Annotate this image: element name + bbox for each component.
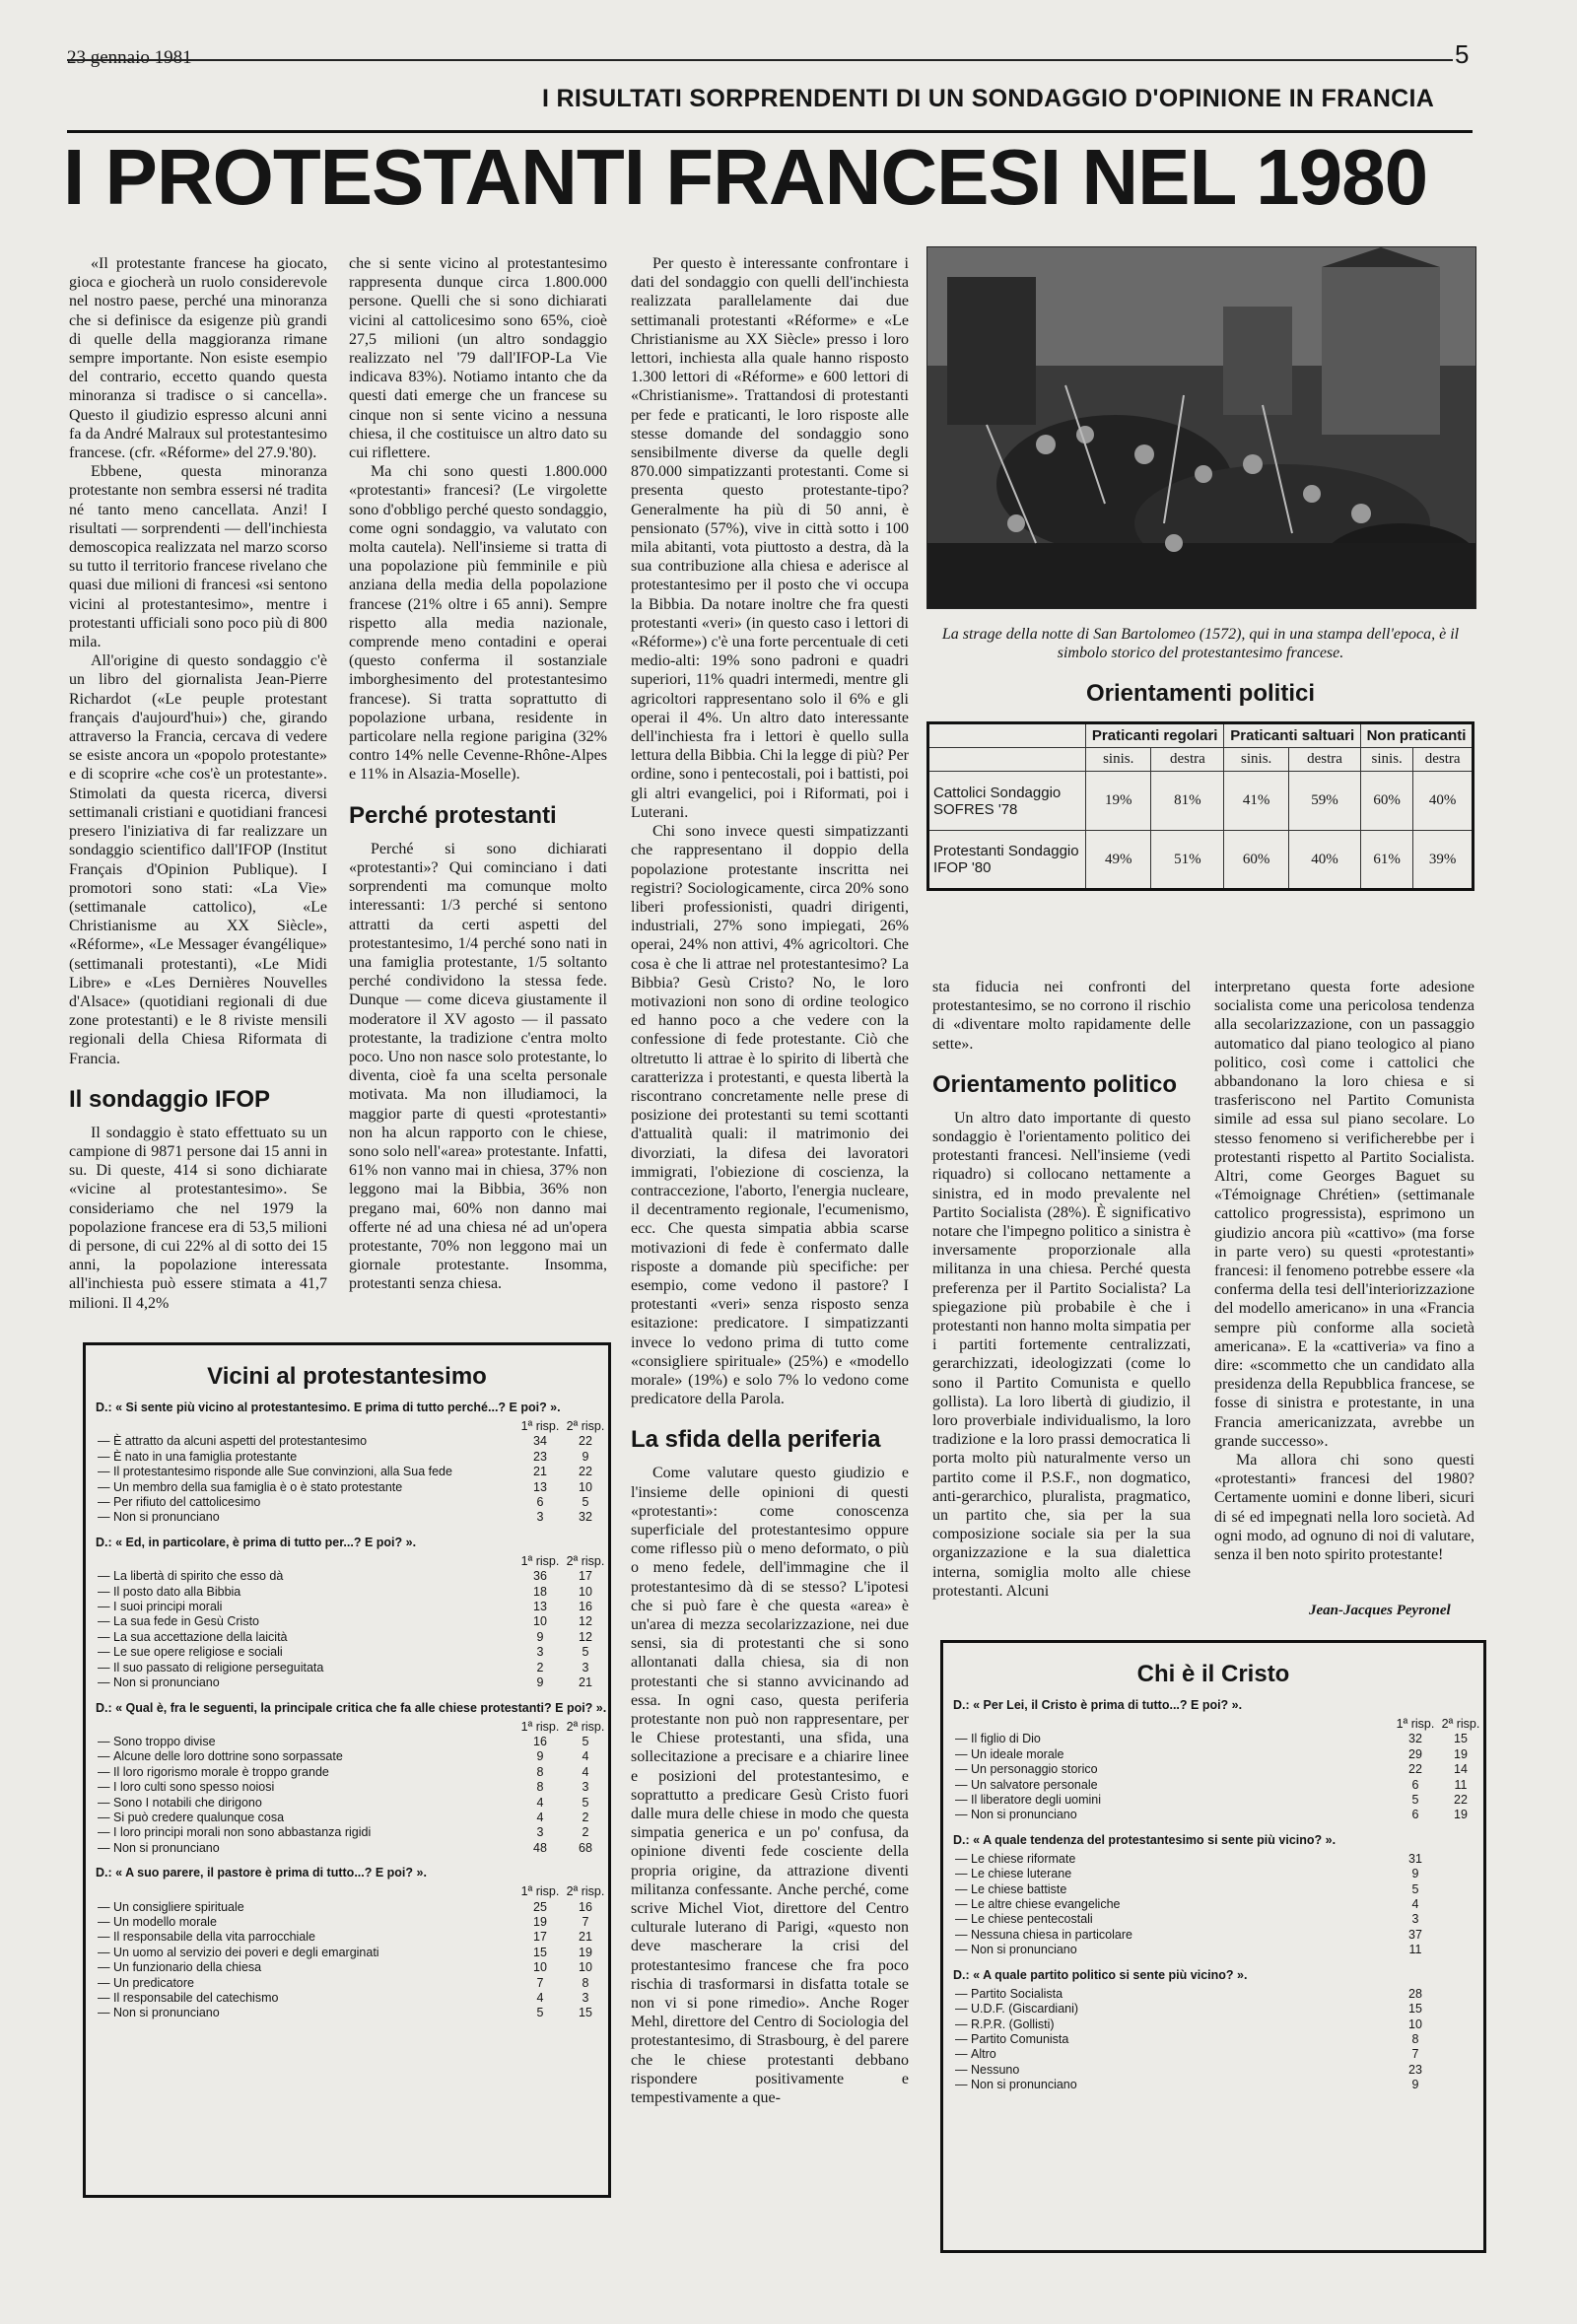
survey-answer-row — [86, 1930, 608, 1945]
answer-value-first: 6 — [536, 1495, 544, 1510]
empty-header-cell — [928, 723, 1086, 748]
survey-answer-row — [943, 1778, 1483, 1793]
table-cell: 40% — [1413, 772, 1474, 831]
table-cell: 19% — [1086, 772, 1151, 831]
answer-value-second: 17 — [579, 1569, 592, 1584]
answer-value-first: 31 — [1408, 1851, 1422, 1866]
paragraph: «Il protestante francese ha giocato, gioca e giocherà un ruolo considerevole nel nostro paese, perché una minoranza che si definisce da esigenze più grandi di quelle della maggioranza rimane sempre importante. Non esiste esempio del contrario, eccetto quando questa minoranza si tradisce o si cancella». Questo il giudizio espresso alcuni anni fa da André Malraux sul protestantesimo francese. (cfr. «Réforme» del 27.9.'80). — [69, 255, 327, 462]
answer-value-first: 3 — [536, 1510, 544, 1525]
answer-value-second — [1438, 2032, 1483, 2047]
survey-answer-row — [943, 1867, 1483, 1881]
survey-answer-row — [943, 1943, 1483, 1957]
survey-question: D.: « Ed, in particolare, è prima di tutto per...? E poi? ». — [96, 1535, 417, 1549]
table-cell: 39% — [1413, 831, 1474, 890]
empty-cell — [928, 748, 1086, 772]
answer-value-first: 17 — [533, 1930, 547, 1945]
answer-value-first: 10 — [533, 1960, 547, 1975]
answer-column-header: 1ª risp. — [520, 1719, 560, 1734]
answer-value-first: 37 — [1408, 1927, 1422, 1942]
author-signature: Jean-Jacques Peyronel — [1309, 1603, 1451, 1618]
answer-label: — Un funzionario della chiesa — [86, 1960, 517, 1975]
paragraph: Il sondaggio è stato effettuato su un campione di 9871 persone dai 15 anni in su. Di queste, 414 si sono dichiarate «vicine al protestantesimo». Se consideriamo che nel 1979 la popolazione francese era di 53,5 milioni di persone, di cui 22% al di sotto dei 15 anni, la popolazione interessata all'inchiesta può essere stimata a 41,7 milioni. Il 4,2% — [69, 1124, 327, 1312]
answer-value-first: 23 — [533, 1449, 547, 1464]
historical-engraving-image — [926, 246, 1476, 609]
survey-answer-row — [943, 2047, 1483, 2062]
answer-label: — Partito Socialista — [943, 1987, 1393, 2002]
answer-value-first: 15 — [533, 1945, 547, 1959]
survey-answer-row — [943, 1897, 1483, 1912]
survey-answer-row — [86, 1976, 608, 1991]
answer-value-second: 5 — [582, 1645, 589, 1660]
survey-answer-row — [86, 1569, 608, 1584]
article-column-2 — [349, 254, 607, 1319]
row-label: Cattolici Sondaggio SOFRES '78 — [928, 772, 1086, 831]
article-column-5 — [1214, 978, 1474, 1599]
answer-label: — Non si pronunciano — [943, 1808, 1393, 1822]
answer-label: — È attratto da alcuni aspetti del protestantesimo — [86, 1434, 517, 1449]
survey-answer-row — [86, 1465, 608, 1479]
answer-value-second: 19 — [1454, 1746, 1468, 1761]
answer-value-first: 4 — [536, 1810, 544, 1824]
answer-value-second — [1438, 1897, 1483, 1912]
answer-value-second: 2 — [582, 1825, 589, 1840]
answer-label: — Le sue opere religiose e sociali — [86, 1645, 517, 1660]
answer-value-second: 16 — [579, 1899, 592, 1914]
answer-label: — Non si pronunciano — [943, 2078, 1393, 2092]
answer-label: — È nato in una famiglia protestante — [86, 1450, 517, 1465]
answer-value-second: 2 — [582, 1810, 589, 1824]
answer-value-second: 8 — [582, 1975, 589, 1990]
paragraph: che si sente vicino al protestantesimo rappresenta dunque circa 1.800.000 persone. Quelli che si sono dichiarati vicini al cattolicesimo sono 65%, cioè 27,5 milioni (un altro sondaggio realizzato nel '79 dall'IFOP-La Vie indicava 83%). Notiamo intanto che da questi dati emerge che un francese su cinque non si sente vicino a nessuna chiesa, il che costituisce un altro dato su cui riflettere. — [349, 255, 607, 462]
survey-answer-row — [943, 1852, 1483, 1867]
answer-value-first: 5 — [1411, 1881, 1419, 1896]
answer-column-header: 1ª risp. — [520, 1553, 560, 1568]
answer-value-first: 5 — [536, 2006, 544, 2020]
survey-answer-row — [943, 1808, 1483, 1822]
answer-label: — Altro — [943, 2047, 1393, 2062]
answer-value-second: 3 — [582, 1780, 589, 1795]
survey-answer-row — [86, 1780, 608, 1795]
survey-answer-row — [943, 2063, 1483, 2078]
answer-column-header: 2ª risp. — [566, 1553, 605, 1568]
header-spacer — [943, 1717, 1393, 1732]
survey-answer-row — [86, 1946, 608, 1960]
answer-label: — Le chiese pentecostali — [943, 1912, 1393, 1927]
survey-answer-row — [86, 1645, 608, 1660]
group-header: Non praticanti — [1361, 723, 1474, 748]
answer-value-second: 68 — [579, 1840, 592, 1855]
answer-label: — Un uomo al servizio dei poveri e degli emarginati — [86, 1946, 517, 1960]
answer-label: — Un predicatore — [86, 1976, 517, 1991]
survey-answer-row — [943, 2002, 1483, 2016]
answer-value-first: 13 — [533, 1479, 547, 1494]
answer-column-header: 2ª risp. — [566, 1419, 605, 1433]
answer-value-first: 18 — [533, 1584, 547, 1599]
answer-column-header: 2ª risp. — [566, 1884, 605, 1899]
answer-label: — Un personaggio storico — [943, 1762, 1393, 1777]
answer-value-first: 28 — [1408, 1986, 1422, 2001]
survey-answer-row — [943, 2017, 1483, 2032]
answer-value-second: 21 — [579, 1675, 592, 1690]
answer-value-first: 15 — [1408, 2002, 1422, 2016]
headline: I PROTESTANTI FRANCESI NEL 1980 — [63, 133, 1428, 221]
answer-label: — R.P.R. (Gollisti) — [943, 2017, 1393, 2032]
answer-label: — Il liberatore degli uomini — [943, 1793, 1393, 1808]
survey-answer-row — [86, 1825, 608, 1840]
sub-header: sinis. — [1224, 748, 1289, 772]
answer-value-second: 22 — [1454, 1793, 1468, 1808]
survey-answer-row — [943, 1928, 1483, 1943]
answer-value-second — [1438, 1882, 1483, 1897]
answer-value-first: 11 — [1408, 1943, 1422, 1957]
answer-value-second: 15 — [1454, 1732, 1468, 1746]
survey-answer-row — [86, 1480, 608, 1495]
survey-answer-row — [86, 1630, 608, 1645]
paragraph: sta fiducia nei confronti del protestantesimo, se no corrono il rischio di «diventare molto rapidamente delle sette». — [932, 979, 1191, 1053]
subheading-ifop: Il sondaggio IFOP — [69, 1085, 270, 1113]
table-cell: 81% — [1151, 772, 1224, 831]
survey-question: D.: « Qual è, fra le seguenti, la principale critica che fa alle chiese protestanti? E poi? ». — [96, 1700, 607, 1715]
answer-value-first: 19 — [533, 1914, 547, 1929]
answer-column-headers — [86, 1554, 608, 1569]
answer-label: — I loro principi morali non sono abbastanza rigidi — [86, 1825, 517, 1840]
answer-value-first: 48 — [533, 1840, 547, 1855]
page-number: 5 — [1455, 39, 1470, 69]
answer-value-second: 14 — [1454, 1762, 1468, 1777]
survey-question: D.: « Si sente più vicino al protestantesimo. E prima di tutto perché...? E poi? ». — [96, 1401, 561, 1414]
paragraph: Un altro dato importante di questo sondaggio è l'orientamento politico dei protestanti francesi. Nell'insieme (vedi riquadro) si collocano nettamente a sinistra, ed in modo prevalente nel Partito Socialista (28%). È significativo notare che l'impegno politico a sinistra è inversamente proporzionale alla militanza in una chiesa. Perché questa preferenza per il Partito Socialista? La spiegazione più probabile è che i protestanti non hanno molta simpatia per i partiti fortemente centralizzati, gerarchizzati, ideologizzati (come lo sono il Partito Comunista e quello gollista). La loro libertà di giudizio, il loro proverbiale individualismo, la loro tradizione e la loro prassi democratica li porta molto più naturalmente verso un partito come il P.S.F., non dogmatico, anti-gerarchico, pluralista, pragmatico, un partito che, sia per la sua composizione sociale sia per la sua organizzazione e la sua dialettica interna, somiglia molto alle chiese protestanti. Alcuni — [932, 1109, 1191, 1600]
answer-label: — I suoi principi morali — [86, 1600, 517, 1614]
answer-label: — Si può credere qualunque cosa — [86, 1811, 517, 1825]
answer-value-first: 36 — [533, 1569, 547, 1584]
answer-value-first: 3 — [536, 1825, 544, 1840]
answer-label: — Sono troppo divise — [86, 1735, 517, 1749]
survey-answer-row — [86, 1991, 608, 2006]
answer-column-header: 2ª risp. — [1441, 1717, 1480, 1731]
group-header: Praticanti saltuari — [1224, 723, 1361, 748]
survey-answer-row — [86, 1960, 608, 1975]
header-rule — [67, 59, 1453, 61]
answer-value-second: 11 — [1454, 1777, 1468, 1792]
paragraph: Per questo è interessante confrontare i dati del sondaggio con quelli dell'inchiesta realizzata parallelamente dai due settimanali protestanti «Réforme» e «Le Christianisme au XX Siècle» presso i loro lettori, inchiesta alla quale hanno risposto 1.300 lettori di «Réforme» e 600 lettori di «Christianisme». Trattandosi di protestanti per fede e praticanti, le loro risposte alle stesse domande del sondaggio sono sensibilmente diverse da quelle degli 870.000 simpatizzanti protestanti. Come si presenta questo protestante-tipo? Generalmente ha più di 50 anni, è pensionato (57%), vive in città sotto i 100 mila abitanti, vota piuttosto a destra, dà la sua contribuzione alla chiesa e aderisce al protestantesimo per il posto che vi occupa la Bibbia. Da notare inoltre che fra questi protestanti «veri» (in questo caso i lettori di «Réforme») c'è una forte percentuale di ceti medio-alti: 19% sono padroni e quadri superiori, 11% quadri intermedi, mentre gli agricoltori rappresentano solo il 6% e gli operai il 4%. Un altro dato interessante dell'inchiesta fra i lettori è quello sulla lettura della Bibbia. Chi la legge di più? Per ordine, sono i pentecostali, poi i battisti, poi gli altri evangelici, poi i Riformati, poi i Luterani. — [631, 255, 909, 821]
answer-label: — Il loro rigorismo morale è troppo grande — [86, 1765, 517, 1780]
sub-header: destra — [1413, 748, 1474, 772]
survey-answer-row — [943, 1793, 1483, 1808]
answer-value-first: 10 — [533, 1614, 547, 1629]
survey-answer-row — [86, 1585, 608, 1600]
survey-answer-row — [86, 1434, 608, 1449]
answer-label: — Le chiese luterane — [943, 1867, 1393, 1881]
sub-header: destra — [1151, 748, 1224, 772]
answer-value-first: 25 — [533, 1899, 547, 1914]
answer-value-second: 5 — [582, 1795, 589, 1810]
article-column-4 — [932, 978, 1191, 1624]
answer-value-first: 4 — [536, 1991, 544, 2005]
survey-answer-row — [86, 1735, 608, 1749]
answer-label: — La sua fede in Gesù Cristo — [86, 1614, 517, 1629]
survey-answer-row — [86, 1900, 608, 1915]
answer-value-second: 15 — [579, 2006, 592, 2020]
answer-value-second: 4 — [582, 1764, 589, 1779]
answer-value-first: 7 — [536, 1975, 544, 1990]
answer-value-first: 6 — [1411, 1777, 1419, 1792]
answer-value-second: 32 — [579, 1510, 592, 1525]
answer-label: — Il protestantesimo risponde alle Sue convinzioni, alla Sua fede — [86, 1465, 517, 1479]
header-spacer — [86, 1554, 517, 1569]
answer-value-second — [1438, 2063, 1483, 2078]
answer-value-first: 3 — [1411, 1912, 1419, 1927]
answer-value-first: 32 — [1408, 1732, 1422, 1746]
paragraph: interpretano questa forte adesione socialista come una pericolosa tendenza alla secolarizzazione, con un passaggio automatico dal piano teologico al piano politico, così come i cattolici che abbandonano la loro chiesa e si trasferiscono nel Partito Comunista simile ad essa sul piano secolare. Lo stesso fenomeno si verificherebbe per i protestanti rispetto al Partito Socialista. Altri, come Georges Baguet su «Témoignage Chrétien» (settimanale cattolico progressista), esprimono un giudizio ancora più «cattivo» (ma forse in parte vero) su questi «protestanti» francesi: il fenomeno potrebbe essere «la conferma della tesi dell'interiorizzazione del modello americano» in una «Francia sempre più conforme alla società americana». E la «cattiveria» va fino a dire: «scommetto che un candidato alla presidenza della Repubblica francese, se fosse di sinistra e protestante, in una Francia americanizzata, avrebbe un grande successo». — [1214, 979, 1474, 1450]
answer-value-second — [1438, 1852, 1483, 1867]
answer-value-second: 5 — [582, 1495, 589, 1510]
sub-header: destra — [1288, 748, 1360, 772]
paragraph: Chi sono invece questi simpatizzanti che rappresentano il doppio della popolazione protestante inscritta nei registri? Sociologicamente, circa 20% sono liberi professionisti, quadri dirigenti, industriali, 27% sono impiegati, 26% operai, 24% non attivi, 4% agricoltori. Che cosa è che li attrae nel protestantesimo? La Bibbia? Gesù Cristo? No, le loro motivazioni non sono di ordine teologico ed hanno poco a che vedere con la confessione di fede protestante. Ciò che oltretutto li attrae è lo spirito di libertà che caratterizza i protestanti, e questa libertà la riscontrano concretamente nelle prese di posizione dei protestanti su temi scottanti d'attualità quali: il matrimonio dei divorziati, la difesa dei lavoratori immigrati, l'obiezione di coscienza, la contraccezione, l'aborto, l'energia nucleare, il decentramento regionale, l'ecumenismo, ecc. Che questa simpatia abbia scarse motivazioni di fede è confermato dalle risposte a domande più specifiche: per esempio, come vedono il pastore? I protestanti «veri» senza risposto senza esitazione: predicatore. I simpatizzanti invece lo vedono prima di tutto come «consigliere spirituale» (25%) e «modello morale» (19%) e solo 7% lo vedono come predicatore della Parola. — [631, 823, 909, 1408]
survey-answer-row — [86, 1811, 608, 1825]
survey-box-cristo — [940, 1640, 1486, 2253]
politics-box-title: Orientamenti politici — [1085, 680, 1316, 707]
answer-label: — Il responsabile della vita parrocchiale — [86, 1930, 517, 1945]
answer-value-first: 4 — [536, 1795, 544, 1810]
answer-label: — Il posto dato alla Bibbia — [86, 1585, 517, 1600]
answer-label: — La libertà di spirito che esso dà — [86, 1569, 517, 1584]
answer-label: — I loro culti sono spesso noiosi — [86, 1780, 517, 1795]
answer-label: — Un ideale morale — [943, 1747, 1393, 1762]
paragraph: Perché si sono dichiarati «protestanti»? Qui cominciano i dati sorprendenti ma comunque molto interessanti: 1/3 perché si sentono attratti da certi aspetti del protestantesimo, 1/4 perché sono nati in una famiglia protestante, 1/5 soltanto perché condividono la stessa fede. Dunque — come diceva giustamente il moderatore il XV agosto — il passato protestante, la tradizione c'entra molto poco. Uno non nasce solo protestante, lo diventa, cioè fa una scelta personale motivata. Ma non illudiamoci, la maggior parte di questi «protestanti» non ha alcun rapporto con le chiese, sono solo nell'«area» protestante. Infatti, 61% non vanno mai in chiesa, 37% non leggono mai la Bibbia, 36% non pregano mai, 60% non danno mai offerte né ad una chiesa né ad un'opera protestante, 70% non leggono mai un giornale protestante. Insomma, protestanti senza chiesa. — [349, 840, 607, 1293]
answer-value-first: 8 — [536, 1780, 544, 1795]
paragraph: All'origine di questo sondaggio c'è un libro del giornalista Jean-Pierre Richardot («Le peuple protestant français d'aujourd'hui») che, girando attraverso la Francia, cercava di vedere se esiste ancora un «popolo protestante» e di scoprire «che cos'è un protestante». Stimolati da questa ricerca, diversi settimanali cristiani e quotidiani francesi presero l'iniziativa di far realizzare un sondaggio scientifico dall'IFOP (Institut Français d'Opinion Publique). I promotori sono stati: «La Vie» (settimanale cattolico), «Le Christianisme au XX Siècle», «Réforme», «Le Messager évangélique» (settimanali protestanti), «Le Midi Libre» e «Les Dernières Nouvelles d'Alsace» (quotidiani regionali di due zone protestanti) e le 8 riviste mensili regionali della Chiesa Riformata di Francia. — [69, 652, 327, 1067]
answer-column-headers — [86, 1720, 608, 1735]
answer-value-first: 8 — [1411, 2031, 1419, 2046]
answer-column-headers — [943, 1717, 1483, 1732]
answer-value-second — [1438, 1912, 1483, 1927]
answer-value-second — [1438, 1928, 1483, 1943]
table-cell: 41% — [1224, 772, 1289, 831]
survey-answer-row — [943, 1882, 1483, 1897]
survey-question: D.: « A suo parere, il pastore è prima di tutto...? E poi? ». — [96, 1866, 427, 1880]
paragraph: Come valutare questo giudizio e l'insieme delle opinioni di questi «protestanti»: come conoscenza superficiale del protestantesimo oppure come riflesso più o meno deformato, o più o meno fedele, dell'immagine che il protestantesimo dà di se stesso? L'ipotesi che si può fare è che questa «area» è un'area di mezza secolarizzazione, nei due sensi, sia di protestanti che si sono allontanati dalla chiesa, sia di non protestanti che si stanno avvicinando ad essa. In ogni caso, questa periferia protestante non può non rappresentare, per le Chiese protestanti, una sfida, una sollecitazione a precisare e a chiarire linee e posizioni del protestantesimo, e soprattutto a predicare Gesù Cristo fuori dalle mura delle chiese in modo che questa simpatia generica e un po' confusa, da opinione diventi fede cosciente della propria origine, da attrazione diventi militanza confessante. Anche perché, come scrive Michel Viot, direttore del Centro culturale luterano di Parigi, «questo non deve mascherare la crisi del protestantesimo francese che fra poco rischia di trasformarsi in disfatta totale se non vi si pone rimedio». Anche Roger Mehl, direttore del Centro di Sociologia del protestantesimo, di Strasbourg, è del parere che le chiese protestanti debbano rispondere positivamente e tempestivamente a que- — [631, 1465, 909, 2107]
answer-value-first: 29 — [1408, 1746, 1422, 1761]
survey-question: D.: « A quale tendenza del protestantesimo si sente più vicino? ». — [953, 1832, 1337, 1847]
answer-value-second: 10 — [579, 1479, 592, 1494]
survey-answer-row — [86, 1841, 608, 1856]
survey-box-vicini — [83, 1342, 611, 2198]
table-cell: 60% — [1361, 772, 1413, 831]
answer-value-second — [1438, 2047, 1483, 2062]
answer-column-headers — [86, 1419, 608, 1434]
answer-value-second — [1438, 1943, 1483, 1957]
answer-label: — Non si pronunciano — [86, 1675, 517, 1690]
answer-value-first: 9 — [536, 1675, 544, 1690]
paragraph: Ma allora chi sono questi «protestanti» francesi del 1980? Certamente uomini e donne liberi, sicuri di sé ed impegnati nella loro società. Ad ogni modo, ad ognuno di noi di valutare, senza il ben noto spirito protestante! — [1214, 1452, 1474, 1564]
answer-value-first: 3 — [536, 1645, 544, 1660]
survey-answer-row — [943, 2078, 1483, 2092]
answer-value-second: 19 — [579, 1945, 592, 1959]
answer-value-first: 9 — [1411, 1867, 1419, 1881]
answer-value-second: 7 — [582, 1914, 589, 1929]
answer-label: — Il responsabile del catechismo — [86, 1991, 517, 2006]
answer-label: — Partito Comunista — [943, 2032, 1393, 2047]
survey-answer-row — [86, 1796, 608, 1811]
survey-answer-row — [86, 1450, 608, 1465]
answer-value-second: 10 — [579, 1584, 592, 1599]
answer-label: — Il figlio di Dio — [943, 1732, 1393, 1746]
answer-value-first: 10 — [1408, 2016, 1422, 2031]
answer-value-second: 19 — [1454, 1808, 1468, 1822]
answer-column-header: 1ª risp. — [1396, 1717, 1435, 1731]
survey-answer-row — [86, 1749, 608, 1764]
survey-answer-row — [86, 1495, 608, 1510]
answer-value-second: 21 — [579, 1930, 592, 1945]
answer-label: — Le altre chiese evangeliche — [943, 1897, 1393, 1912]
survey-answer-row — [86, 1675, 608, 1690]
table-cell: 61% — [1361, 831, 1413, 890]
answer-column-headers — [86, 1884, 608, 1899]
engraving-illustration — [927, 247, 1475, 608]
article-column-3 — [631, 254, 909, 2294]
answer-value-first: 5 — [1411, 1793, 1419, 1808]
answer-value-first: 6 — [1411, 1808, 1419, 1822]
answer-label: — Nessuno — [943, 2063, 1393, 2078]
answer-label: — U.D.F. (Giscardiani) — [943, 2002, 1393, 2016]
sub-header: sinis. — [1361, 748, 1413, 772]
survey-answer-row — [943, 2032, 1483, 2047]
table-cell: 49% — [1086, 831, 1151, 890]
answer-value-second — [1438, 1867, 1483, 1881]
answer-label: — Non si pronunciano — [86, 1510, 517, 1525]
answer-value-second — [1438, 2078, 1483, 2092]
answer-value-first: 22 — [1408, 1762, 1422, 1777]
table-cell: 51% — [1151, 831, 1224, 890]
survey-answer-row — [943, 1747, 1483, 1762]
answer-value-first: 21 — [533, 1465, 547, 1479]
answer-value-second: 3 — [582, 1660, 589, 1675]
survey-answer-row — [943, 1987, 1483, 2002]
answer-label: — Nessuna chiesa in particolare — [943, 1928, 1393, 1943]
photo-caption: La strage della notte di San Bartolomeo (1572), qui in una stampa dell'epoca, è il simbolo storico del protestantesimo francese. — [941, 626, 1460, 661]
header-spacer — [86, 1720, 517, 1735]
answer-value-first: 7 — [1411, 2047, 1419, 2062]
box-title: Chi è il Cristo — [1136, 1661, 1290, 1687]
answer-label: — Per rifiuto del cattolicesimo — [86, 1495, 517, 1510]
survey-answer-row — [943, 1732, 1483, 1746]
row-label: Protestanti Sondaggio IFOP '80 — [928, 831, 1086, 890]
table-cell: 40% — [1288, 831, 1360, 890]
survey-answer-row — [86, 1614, 608, 1629]
answer-label: — Sono I notabili che dirigono — [86, 1796, 517, 1811]
answer-value-first: 23 — [1408, 2062, 1422, 2077]
answer-value-second: 9 — [582, 1449, 589, 1464]
survey-answer-row — [86, 1765, 608, 1780]
survey-answer-row — [86, 2006, 608, 2020]
answer-label: — Non si pronunciano — [86, 2006, 517, 2020]
answer-value-second: 12 — [579, 1614, 592, 1629]
subheading-sfida: La sfida della periferia — [631, 1426, 881, 1454]
answer-value-first: 13 — [533, 1600, 547, 1614]
subheading-perche: Perché protestanti — [349, 801, 557, 829]
subheading-orientamento: Orientamento politico — [932, 1070, 1178, 1098]
answer-value-second: 10 — [579, 1960, 592, 1975]
answer-value-second — [1438, 2002, 1483, 2016]
header-spacer — [86, 1884, 517, 1899]
answer-label: — Un membro della sua famiglia è o è stato protestante — [86, 1480, 517, 1495]
article-column-1 — [69, 254, 327, 1319]
answer-value-first: 9 — [1411, 2078, 1419, 2092]
politics-table — [926, 721, 1474, 891]
answer-column-header: 1ª risp. — [520, 1419, 560, 1433]
answer-value-second: 4 — [582, 1749, 589, 1764]
answer-value-second — [1438, 1987, 1483, 2002]
box-title: Vicini al protestantesimo — [207, 1363, 487, 1390]
answer-label: — Non si pronunciano — [86, 1841, 517, 1856]
answer-value-second: 5 — [582, 1734, 589, 1748]
survey-answer-row — [943, 1762, 1483, 1777]
survey-sections — [86, 1401, 608, 2021]
survey-answer-row — [86, 1600, 608, 1614]
answer-value-second — [1438, 2017, 1483, 2032]
survey-answer-row — [943, 1912, 1483, 1927]
group-header: Praticanti regolari — [1086, 723, 1224, 748]
answer-label: — Un salvatore personale — [943, 1778, 1393, 1793]
answer-value-first: 9 — [536, 1749, 544, 1764]
survey-answer-row — [86, 1510, 608, 1525]
survey-question: D.: « Per Lei, il Cristo è prima di tutto...? E poi? ». — [953, 1698, 1243, 1712]
answer-label: — Le chiese battiste — [943, 1882, 1393, 1897]
answer-value-second: 3 — [582, 1991, 589, 2005]
answer-column-header: 1ª risp. — [520, 1884, 560, 1899]
answer-label: — Alcune delle loro dottrine sono sorpassate — [86, 1749, 517, 1764]
answer-value-second: 22 — [579, 1434, 592, 1449]
answer-value-first: 2 — [536, 1660, 544, 1675]
table-cell: 59% — [1288, 772, 1360, 831]
kicker: I RISULTATI SORPRENDENTI DI UN SONDAGGIO D'OPINIONE IN FRANCIA — [542, 85, 1435, 112]
answer-value-first: 34 — [533, 1434, 547, 1449]
answer-label: — Non si pronunciano — [943, 1943, 1393, 1957]
answer-label: — Un modello morale — [86, 1915, 517, 1930]
answer-value-second: 16 — [579, 1600, 592, 1614]
answer-label: — Il suo passato di religione perseguitata — [86, 1661, 517, 1675]
answer-label: — Un consigliere spirituale — [86, 1900, 517, 1915]
answer-label: — Le chiese riformate — [943, 1852, 1393, 1867]
answer-label: — La sua accettazione della laicità — [86, 1630, 517, 1645]
answer-value-second: 12 — [579, 1629, 592, 1644]
answer-value-first: 8 — [536, 1764, 544, 1779]
survey-answer-row — [86, 1661, 608, 1675]
header-spacer — [86, 1419, 517, 1434]
issue-date: 23 gennaio 1981 — [67, 47, 192, 68]
answer-value-first: 16 — [533, 1734, 547, 1748]
survey-sections — [943, 1698, 1483, 2093]
answer-value-second: 22 — [579, 1465, 592, 1479]
paragraph: Ma chi sono questi 1.800.000 «protestanti» francesi? (Le virgolette sono d'obbligo perché questo sondaggio, come ogni sondaggio, va valutato con molta cautela). Nell'insieme si tratta di una popolazione più femminile e più anziana della media della popolazione francese (21% oltre i 65 anni). Sempre rispetto alla media nazionale, comprende meno contadini e operai (questo conferma il sostanziale imborghesimento del protestantesimo francese). Si tratta soprattutto di popolazione urbana, residente in particolare nella regione parigina (32% contro 14% nelle Cevenne-Rhône-Alpes e 11% in Alsazia-Moselle). — [349, 463, 607, 784]
survey-answer-row — [86, 1915, 608, 1930]
sub-header: sinis. — [1086, 748, 1151, 772]
paragraph: Ebbene, questa minoranza protestante non sembra essersi né tradita né tanto meno cancellata. Anzi! I risultati — sorprendenti — dell'inchiesta demoscopica realizzata nel marzo scorso su tutto il territorio francese rivelano che quasi due milioni di francesi «si sentono vicini al protestantesimo», mentre i protestanti ufficiali sono poco più di 800 mila. — [69, 463, 327, 651]
answer-value-first: 4 — [1411, 1897, 1419, 1912]
answer-column-header: 2ª risp. — [566, 1719, 605, 1734]
table-cell: 60% — [1224, 831, 1289, 890]
survey-question: D.: « A quale partito politico si sente più vicino? ». — [953, 1967, 1248, 1982]
answer-value-first: 9 — [536, 1629, 544, 1644]
